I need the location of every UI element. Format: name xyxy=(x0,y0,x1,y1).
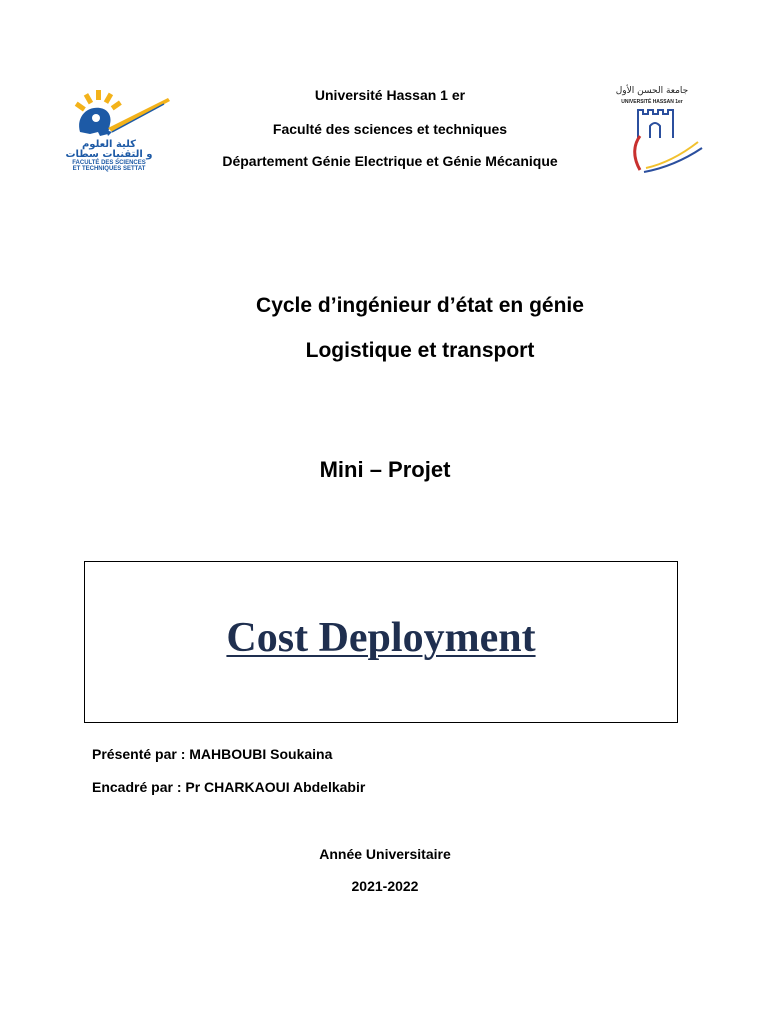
fst-arabic-line-2: و التقنيات سطات xyxy=(65,149,153,160)
uh1-tower-icon xyxy=(610,108,704,174)
faculty-name: Faculté des sciences et techniques xyxy=(272,121,508,137)
academic-year-value: 2021-2022 xyxy=(351,878,419,894)
supervised-by: Encadré par : Pr CHARKAOUI Abdelkabir xyxy=(92,779,366,795)
program-line-2: Logistique et transport xyxy=(305,339,535,362)
fst-latin-line-1: FACULTÉ DES SCIENCES xyxy=(72,160,146,166)
fst-arabic-text xyxy=(64,140,154,160)
uh1-latin-text: UNIVERSITÉ HASSAN 1er xyxy=(621,99,683,105)
university-name: Université Hassan 1 er xyxy=(314,87,466,103)
document-type: Mini – Projet xyxy=(319,457,451,482)
document-title: Cost Deployment xyxy=(226,615,536,661)
department-name: Département Génie Electrique et Génie Mécanique xyxy=(222,153,558,169)
title-frame xyxy=(84,561,678,723)
fst-latin-line-2: ET TECHNIQUES SETTAT xyxy=(72,166,146,172)
fst-arabic-line-1: كلية العلوم xyxy=(81,139,137,150)
uh1-logo xyxy=(600,84,704,176)
presented-by: Présenté par : MAHBOUBI Soukaina xyxy=(92,746,333,762)
program-line-1: Cycle d’ingénieur d’état en génie xyxy=(256,294,584,317)
uh1-arabic-text: جامعة الحسن الأول xyxy=(615,86,689,96)
academic-year-label: Année Universitaire xyxy=(319,846,451,862)
